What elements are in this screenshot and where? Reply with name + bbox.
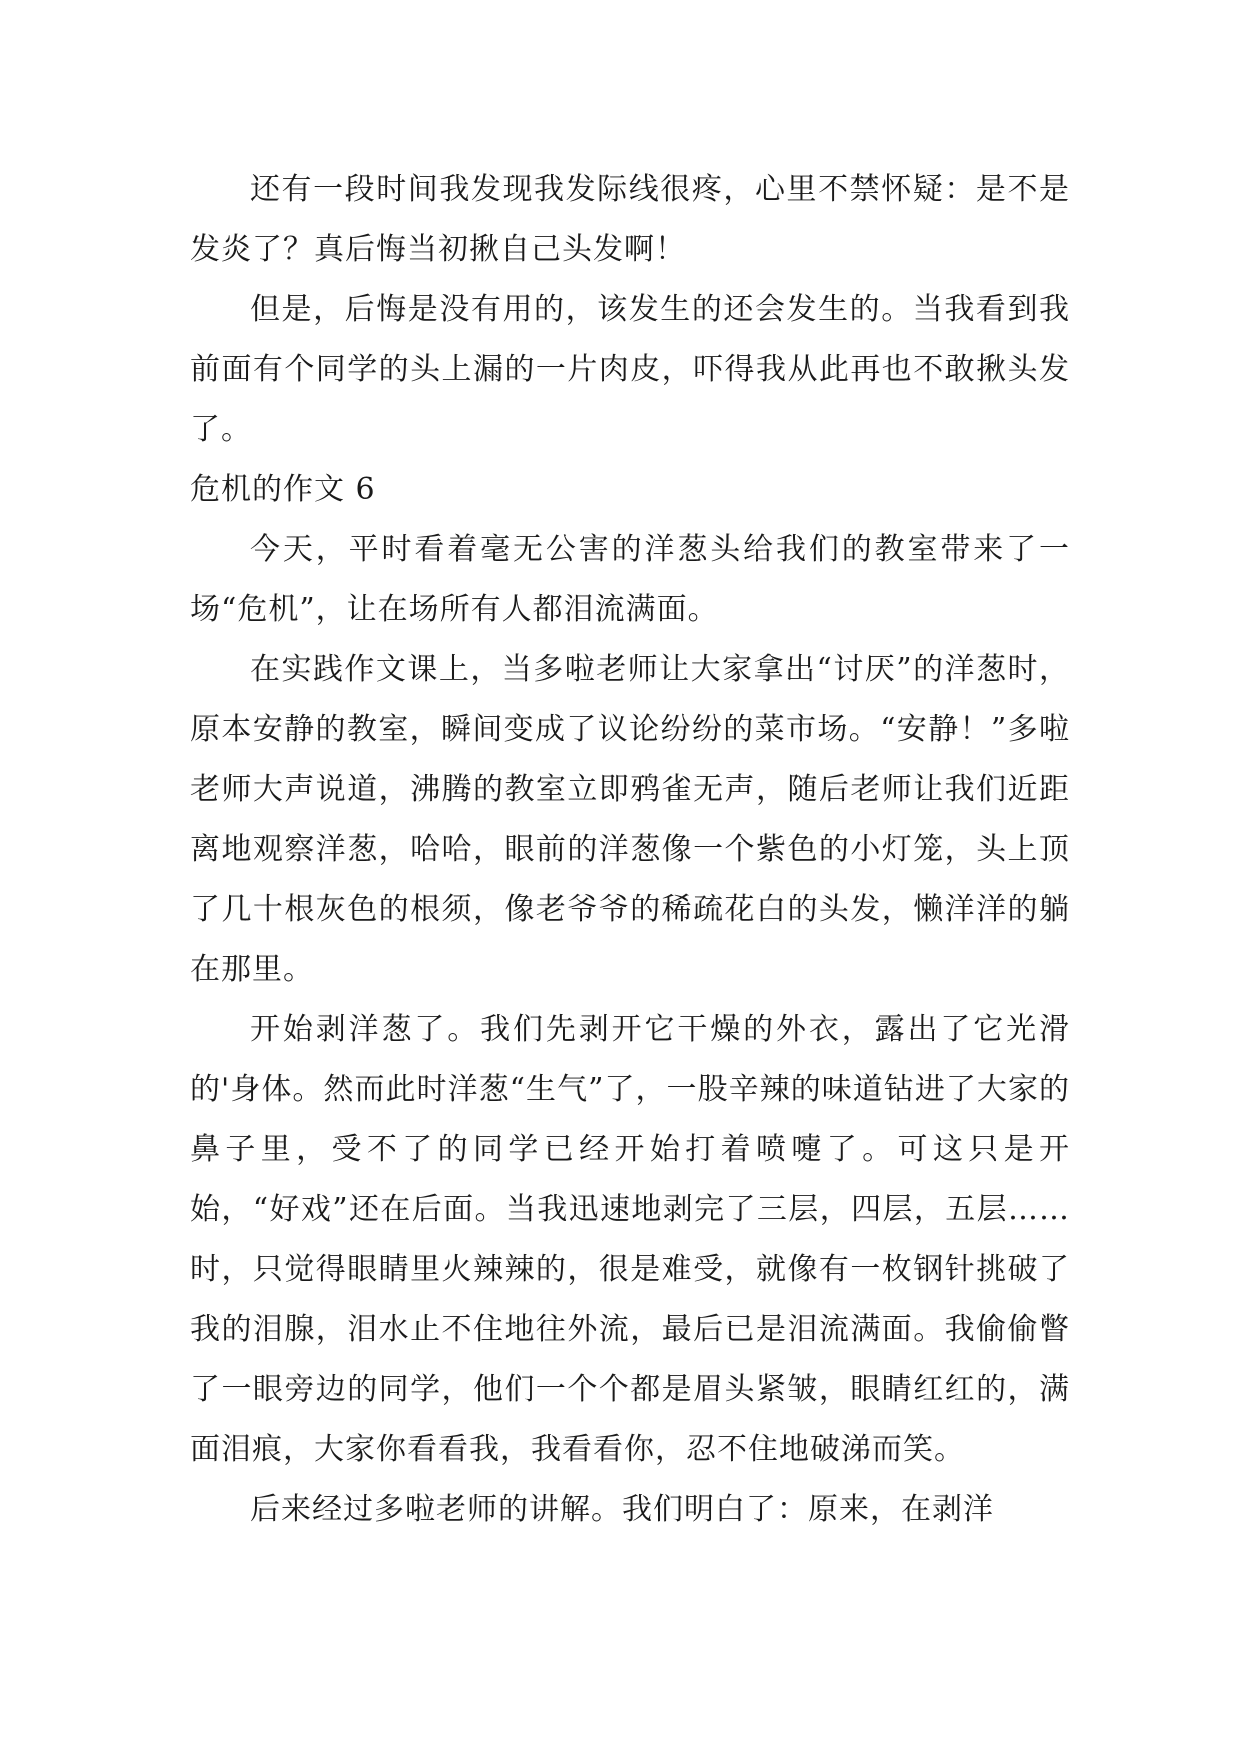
- paragraph-5: 开始剥洋葱了。我们先剥开它干燥的外衣，露出了它光滑的'身体。然而此时洋葱“生气”了，一股辛辣的味道钻进了大家的鼻子里，受不了的同学已经开始打着喷嚏了。可这只是开始，“好戏”还在后面。当我迅速地剥完了三层，四层，五层……时，只觉得眼睛里火辣辣的，很是难受，就像有一枚钢针挑破了我的泪腺，泪水止不住地往外流，最后已是泪流满面。我偷偷瞥了一眼旁边的同学，他们一个个都是眉头紧皱，眼睛红红的，满面泪痕，大家你看看我，我看看你，忍不住地破涕而笑。: [190, 1012, 1070, 1467]
- paragraph-3: 今天，平时看着毫无公害的洋葱头给我们的教室带来了一场“危机”，让在场所有人都泪流满面。: [190, 532, 1070, 627]
- section-heading: 危机的作文 6: [190, 472, 376, 507]
- paragraph-1: 还有一段时间我发现我发际线很疼，心里不禁怀疑：是不是发炎了？真后悔当初揪自己头发啊！: [190, 172, 1070, 267]
- document-body: [190, 160, 1070, 1540]
- paragraph-2: 但是，后悔是没有用的，该发生的还会发生的。当我看到我前面有个同学的头上漏的一片肉皮，吓得我从此再也不敢揪头发了。: [190, 292, 1070, 447]
- paragraph-6: 后来经过多啦老师的讲解。我们明白了：原来，在剥洋: [250, 1492, 994, 1527]
- paragraph-4: 在实践作文课上，当多啦老师让大家拿出“讨厌”的洋葱时，原本安静的教室，瞬间变成了议论纷纷的菜市场。“安静！”多啦老师大声说道，沸腾的教室立即鸦雀无声，随后老师让我们近距离地观察洋葱，哈哈，眼前的洋葱像一个紫色的小灯笼，头上顶了几十根灰色的根须，像老爷爷的稀疏花白的头发，懒洋洋的躺在那里。: [190, 652, 1070, 987]
